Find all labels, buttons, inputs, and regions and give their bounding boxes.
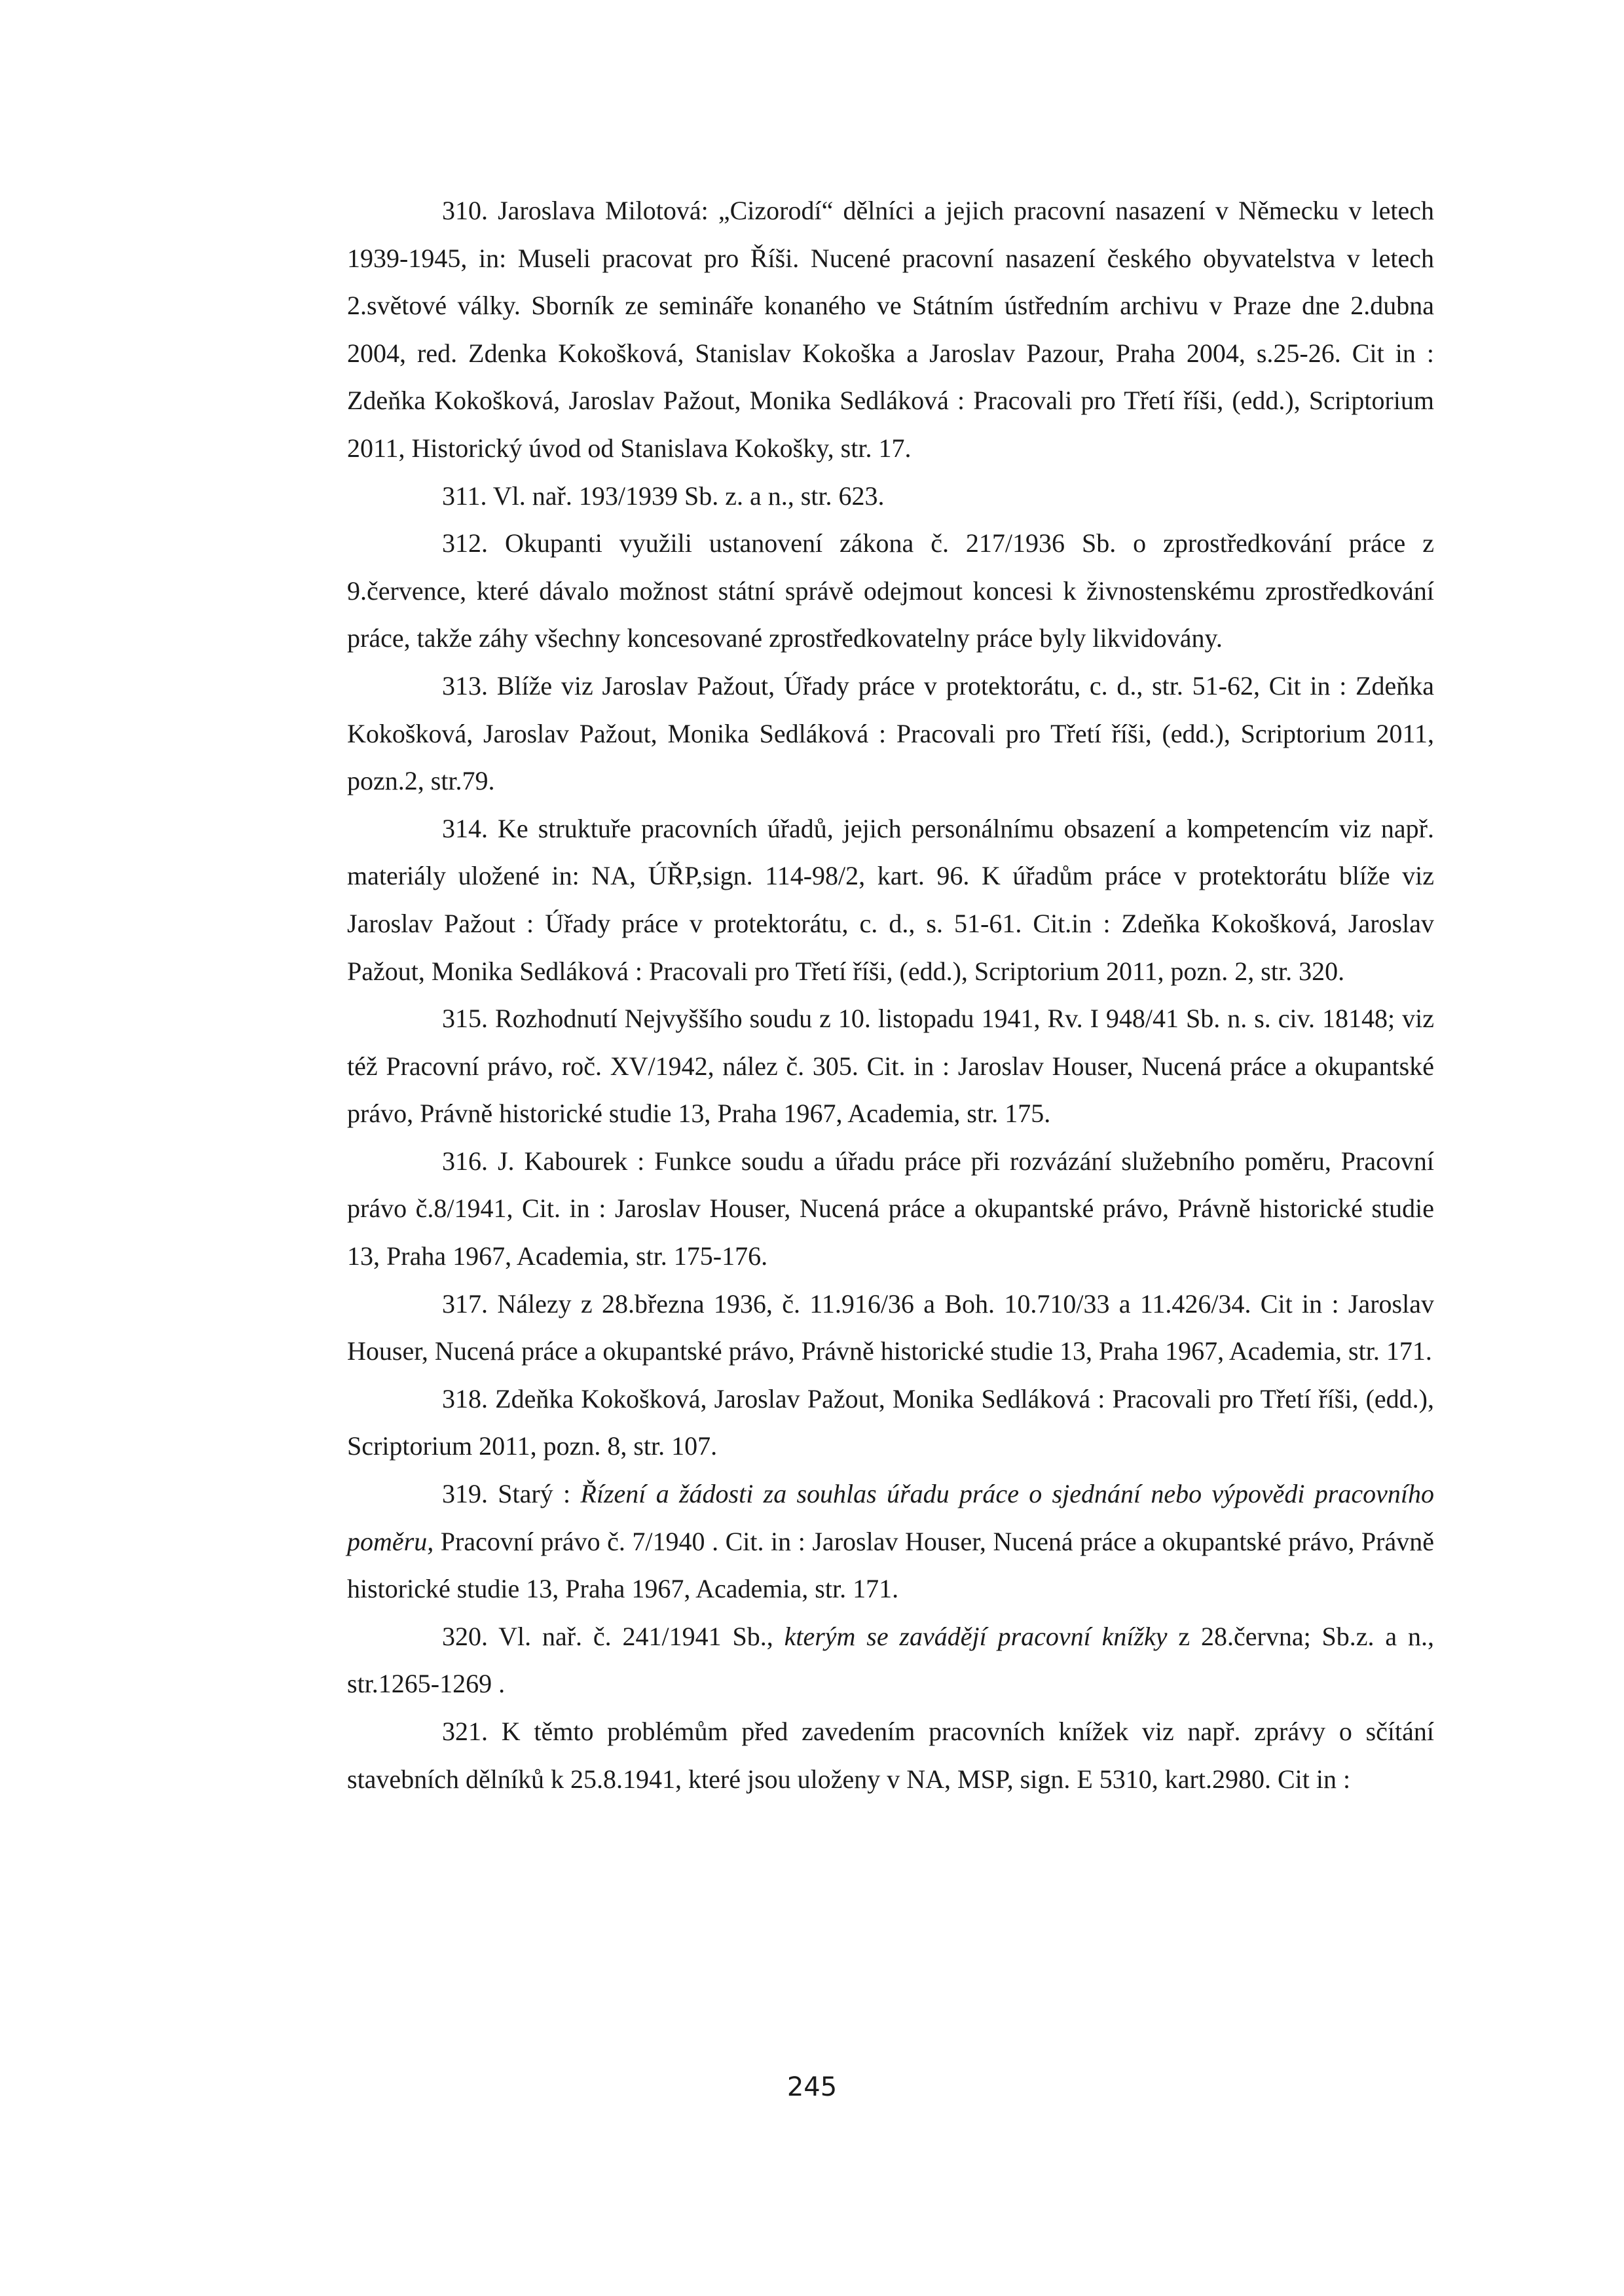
endnote-number: 316. [442, 1146, 488, 1176]
endnote-number: 314. [442, 813, 488, 843]
endnote [347, 805, 1434, 995]
endnote [347, 995, 1434, 1138]
endnote-number: 321. [442, 1717, 488, 1746]
endnote-text: Vl. nař. 193/1939 Sb. z. a n., str. 623. [487, 481, 885, 511]
endnote [347, 187, 1434, 473]
endnote [347, 1708, 1434, 1803]
endnote-text: Pracovní právo č. 7/1940 . Cit. in : Jaroslav Houser, Nucená práce a okupantské právo, Právně historické studie 13, Praha 1967, Academia, str. 171. [347, 1526, 1434, 1604]
endnote-text: K těmto problémům před zavedením pracovních knížek viz např. zprávy o sčítání stavebních dělníků k 25.8.1941, které jsou uloženy v NA, MSP, sign. E 5310, kart.2980. Cit in : [347, 1717, 1434, 1794]
endnote-number: 313. [442, 670, 488, 701]
page-number: 245 [786, 2072, 838, 2102]
endnote-number: 311. [442, 481, 487, 511]
endnote-text: Starý : [488, 1479, 581, 1509]
endnote [347, 1281, 1434, 1376]
endnote [347, 1138, 1434, 1281]
endnote-text: Okupanti využili ustanovení zákona č. 217/1936 Sb. o zprostředkování práce z 9.července, které dávalo možnost státní správě odejmout koncesi k živnostenskému zprostředkování práce, takže záhy všechny koncesované zprostředkovatelny práce byly likvidovány. [347, 528, 1434, 653]
endnote-italic-title: kterým se zavádějí pracovní knížky [784, 1621, 1168, 1651]
endnote-number: 315. [442, 1004, 488, 1034]
endnote [347, 1470, 1434, 1613]
endnote-text: J. Kabourek : Funkce soudu a úřadu práce při rozvázání služebního poměru, Pracovní právo č.8/1941, Cit. in : Jaroslav Houser, Nucená práce a okupantské právo, Právně historické studie 13, Praha 1967, Academia, str. 175-176. [347, 1146, 1434, 1271]
endnote-text: Zdeňka Kokošková, Jaroslav Pažout, Monika Sedláková : Pracovali pro Třetí říši, (edd.), Scriptorium 2011, pozn. 8, str. 107. [347, 1383, 1434, 1461]
endnote [347, 520, 1434, 663]
endnote-text: z 28.června; Sb.z. a n., str.1265-1269 . [347, 1621, 1435, 1699]
endnote-text: Vl. nař. č. 241/1941 Sb., [488, 1621, 784, 1651]
endnote-text: Ke struktuře pracovních úřadů, jejich personálnímu obsazení a kompetencím viz např. materiály uložené in: NA, ÚŘP,sign. 114-98/2, kart. 96. K úřadům práce v protektorátu blíže viz Jaroslav Pažout : Úřady práce v protektorátu, c. d., s. 51-61. Cit.in : Zdeňka Kokošková, Jaroslav Pažout, Monika Sedláková : Pracovali pro Třetí říši, (edd.), Scriptorium 2011, pozn. 2, str. 320. [347, 813, 1434, 986]
endnote-number: 318. [442, 1383, 488, 1413]
endnote-number: 317. [442, 1288, 488, 1319]
endnote-number: 312. [442, 528, 488, 558]
endnote-text: Rozhodnutí Nejvyššího soudu z 10. listopadu 1941, Rv. I 948/41 Sb. n. s. civ. 18148; viz též Pracovní právo, roč. XV/1942, nález č. 305. Cit. in : Jaroslav Houser, Nucená práce a okupantské právo, Právně historické studie 13, Praha 1967, Academia, str. 175. [347, 1004, 1434, 1129]
endnotes-list [347, 187, 1434, 1803]
endnote-text: Nálezy z 28.března 1936, č. 11.916/36 a Boh. 10.710/33 a 11.426/34. Cit in : Jaroslav Houser, Nucená práce a okupantské právo, Právně historické studie 13, Praha 1967, Academia, str. 171. [347, 1288, 1434, 1366]
endnote-number: 319. [442, 1479, 488, 1509]
endnote-text: Blíže viz Jaroslav Pažout, Úřady práce v protektorátu, c. d., str. 51-62, Cit in : Zdeňka Kokošková, Jaroslav Pažout, Monika Sedláková : Pracovali pro Třetí říši, (edd.), Scriptorium 2011, pozn.2, str.79. [347, 670, 1434, 796]
endnote-text: Jaroslava Milotová: „Cizorodí“ dělníci a jejich pracovní nasazení v Německu v letech 1939-1945, in: Museli pracovat pro Říši. Nucené pracovní nasazení českého obyvatelstva v letech 2.světové války. Sborník ze semináře konaného ve Státním ústředním archivu v Praze dne 2.dubna 2004, red. Zdenka Kokošková, Stanislav Kokoška a Jaroslav Pazour, Praha 2004, s.25-26. Cit in : Zdeňka Kokošková, Jaroslav Pažout, Monika Sedláková : Pracovali pro Třetí říši, (edd.), Scriptorium 2011, Historický úvod od Stanislava Kokošky, str. 17. [347, 196, 1434, 463]
endnote [347, 473, 1434, 520]
endnote [347, 1376, 1434, 1470]
endnote-italic-title: Řízení a žádosti za souhlas úřadu práce o sjednání nebo výpovědi pracovního poměru, [347, 1479, 1434, 1556]
endnote [347, 1613, 1434, 1708]
endnote [347, 663, 1434, 805]
endnote-number: 320. [442, 1621, 488, 1651]
endnote-number: 310. [442, 196, 488, 225]
